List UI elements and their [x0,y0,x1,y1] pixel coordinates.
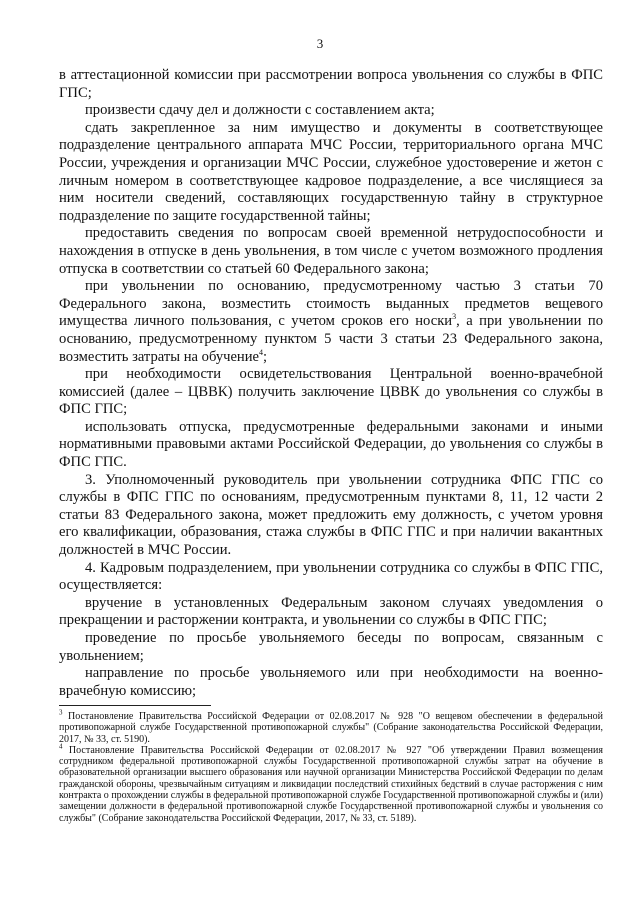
footnote [59,708,603,745]
paragraph: сдать закрепленное за ним имущество и документы в соответствующее подразделение центрального аппарата МЧС России, территориального органа МЧС России, учреждения и организации МЧС России, служебное удостоверение и жетон с личным номером в соответствующее кадровое подразделение, а все числящиеся за ним носители сведений, составляющих государственную тайну в структурное подразделение по защите государственной тайны; [59,119,603,224]
footnote-ref[interactable]: 4 [259,347,264,357]
paragraph-text: , а при увольнении по основанию, предусмотренному пунктом 5 части 3 статьи 23 Федерального закона, возместить затраты на обучение [59,313,603,365]
footnote-text: Постановление Правительства Российской Федерации от 02.08.2017 № 928 "О вещевом обеспечении в федеральной противопожарной службе Государственной противопожарной службы" (Собрание законодательства Российской Федерации, 2017, № 33, ст. 5190). [59,711,603,745]
paragraph-text: при увольнении по основанию, предусмотренному частью 3 статьи 70 Федерального закона, возместить стоимость выданных предметов вещевого имущества личного пользования, с учетом сроков его носки [59,278,603,330]
paragraph: вручение в установленных Федеральным законом случаях уведомления о прекращении и расторжении контракта, и увольнении со службы в ФПС ГПС; [59,594,603,629]
paragraph: направление по просьбе увольняемого или при необходимости на военно-врачебную комиссию; [59,665,603,699]
footnote [59,742,603,824]
footnote-ref[interactable]: 3 [452,312,457,322]
paragraph-text: ; [263,348,268,365]
paragraph: 4. Кадровым подразделением, при увольнении сотрудника со службы в ФПС ГПС, осуществляется: [59,559,603,594]
body-text [59,67,603,700]
footnote-divider [59,705,211,706]
paragraph: использовать отпуска, предусмотренные федеральными законами и иными нормативными правовыми актами Российской Федерации, до увольнения со службы в ФПС ГПС. [59,418,603,471]
footnotes [59,708,603,824]
paragraph: при необходимости освидетельствования Центральной военно-врачебной комиссией (далее – ЦВВК) получить заключение ЦВВК до увольнения со службы в ФПС ГПС; [59,366,603,418]
footnote-mark: 3 [59,708,63,717]
paragraph: произвести сдачу дел и должности с составлением акта; [85,102,435,119]
paragraph-with-footnotes [59,278,603,366]
footnote-text: Постановление Правительства Российской Федерации от 02.08.2017 № 927 "Об утверждении Правил возмещения сотрудником федеральной противопожарной службы Государственной противопожарной службы затрат на обучение в образовательной организации высшего образования или научной организации Министерства Российской Федерации по делам гражданской обороны, чрезвычайным ситуациям и ликвидации последствий стихийных бедствий в случае расторжения с ним контракта о прохождении службы в федеральной противопожарной службе Государственной противопожарной службы и (или) замещении должности в федеральной противопожарной службе Государственной противопожарной службы и увольнения со службы" (Собрание законодательства Российской Федерации, 2017, № 33, ст. 5189). [59,744,603,824]
paragraph: 3. Уполномоченный руководитель при увольнении сотрудника ФПС ГПС со службы в ФПС ГПС по основаниям, предусмотренным пунктами 8, 11, 12 части 2 статьи 83 Федерального закона, может предложить ему должность, с учетом уровня его квалификации, образования, стажа службы в ФПС ГПС и при наличии вакантных должностей в МЧС России. [59,471,603,559]
paragraph: проведение по просьбе увольняемого беседы по вопросам, связанным с увольнением; [59,630,603,664]
page-number: 3 [316,36,324,51]
footnote-mark: 4 [59,742,63,751]
paragraph: предоставить сведения по вопросам своей временной нетрудоспособности и нахождения в отпуске в день увольнения, в том числе с учетом возможного продления отпуска в соответствии со статьей 60 Федерального закона; [59,225,603,277]
paragraph: в аттестационной комиссии при рассмотрении вопроса увольнения со службы в ФПС ГПС; [59,67,603,101]
